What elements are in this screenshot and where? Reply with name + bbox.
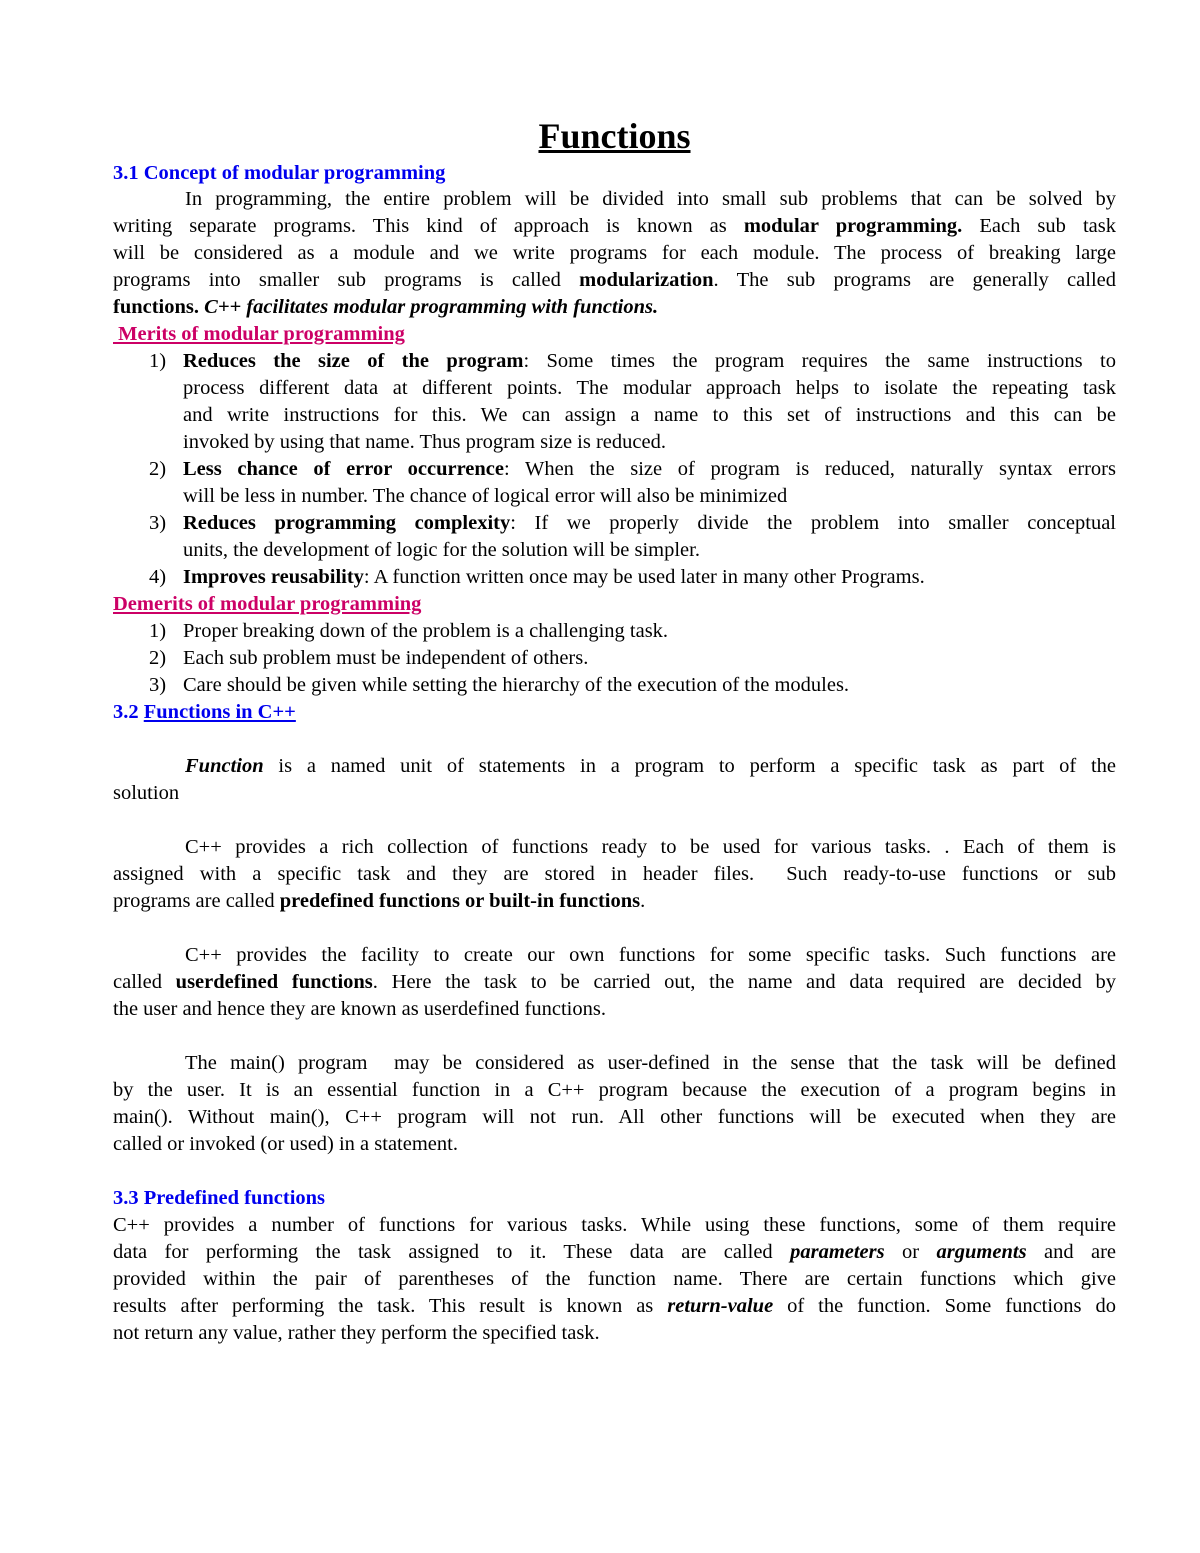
- merit-item-2-line-2: will be less in number. The chance of logical error will also be minimized: [183, 485, 788, 507]
- section-3-3-heading: 3.3 Predefined functions: [113, 1187, 326, 1209]
- demerit-item-2: 2) Each sub problem must be independent of others.: [149, 647, 589, 669]
- s32-p4-line-1: The main() program may be considered as user-defined in the sense that the task will be defined: [185, 1052, 1116, 1074]
- merit-item-2: 2) Less chance of error occurrence: When the size of program is reduced, naturally syntax errors: [149, 458, 1116, 480]
- merits-heading: Merits of modular programming: [113, 323, 405, 345]
- s32-p4-line-4: called or invoked (or used) in a statement.: [113, 1133, 458, 1155]
- s33-line-1: C++ provides a number of functions for various tasks. While using these functions, some of them require: [113, 1214, 1116, 1236]
- merits-heading-row: [113, 321, 1116, 348]
- merit-item-1-line-4: invoked by using that name. Thus program size is reduced.: [183, 431, 666, 453]
- s32-p2-line-2: assigned with a specific task and they are stored in header files. Such ready-to-use functions or sub: [113, 863, 1116, 885]
- s32-p3-line-1: C++ provides the facility to create our own functions for some specific tasks. Such functions are: [185, 944, 1116, 966]
- s32-p3-line-3: the user and hence they are known as userdefined functions.: [113, 998, 606, 1020]
- demerit-item-1: 1) Proper breaking down of the problem is a challenging task.: [149, 620, 669, 642]
- s33-line-4: results after performing the task. This result is known as return-value of the function. Some functions do: [113, 1295, 1116, 1317]
- demerits-heading-row: [113, 591, 1116, 618]
- demerit-item-3: 3) Care should be given while setting the hierarchy of the execution of the modules.: [149, 674, 850, 696]
- s33-line-5: not return any value, rather they perform the specified task.: [113, 1322, 600, 1344]
- page-title: Functions: [538, 116, 691, 156]
- s32-p1-line-1: Function is a named unit of statements in a program to perform a specific task as part of the: [185, 755, 1116, 777]
- s32-p2-line-1: C++ provides a rich collection of functions ready to be used for various tasks. . Each of them is: [185, 836, 1116, 858]
- s32-p4-line-2: by the user. It is an essential function in a C++ program because the execution of a program begins in: [113, 1079, 1116, 1101]
- merit-item-1: 1) Reduces the size of the program: Some times the program requires the same instructions to: [149, 350, 1116, 372]
- s32-p2-line-3: programs are called predefined functions or built-in functions.: [113, 890, 646, 912]
- demerits-heading: Demerits of modular programming: [113, 593, 422, 615]
- section-3-2-heading: 3.2 Functions in C++: [113, 701, 296, 723]
- s33-line-3: provided within the pair of parentheses of the function name. There are certain functions which give: [113, 1268, 1116, 1290]
- s31-line-5: functions. C++ facilitates modular programming with functions.: [113, 296, 659, 318]
- s32-p1-line-2: solution: [113, 782, 180, 804]
- s31-line-1: In programming, the entire problem will be divided into small sub problems that can be solved by: [185, 188, 1116, 210]
- merit-item-4: 4) Improves reusability: A function written once may be used later in many other Programs.: [149, 566, 925, 588]
- merit-item-1-line-3: and write instructions for this. We can assign a name to this set of instructions and this can be: [183, 404, 1116, 426]
- merit-item-3: 3) Reduces programming complexity: If we properly divide the problem into smaller conceptual: [149, 512, 1116, 534]
- s32-p4-line-3: main(). Without main(), C++ program will not run. All other functions will be executed when they are: [113, 1106, 1116, 1128]
- s31-line-4: programs into smaller sub programs is called modularization. The sub programs are generally called: [113, 269, 1116, 291]
- document-page: [113, 112, 1116, 1347]
- s32-p3-line-2: called userdefined functions. Here the task to be carried out, the name and data required are decided by: [113, 971, 1116, 993]
- s33-line-2: data for performing the task assigned to it. These data are called parameters or arguments and are: [113, 1241, 1117, 1263]
- s31-line-3: will be considered as a module and we write programs for each module. The process of breaking large: [113, 242, 1116, 264]
- s31-line-2: writing separate programs. This kind of approach is known as modular programming. Each sub task: [113, 215, 1116, 237]
- merit-item-3-line-2: units, the development of logic for the solution will be simpler.: [183, 539, 700, 561]
- merit-item-1-line-2: process different data at different points. The modular approach helps to isolate the repeating task: [183, 377, 1116, 399]
- section-3-1-heading: 3.1 Concept of modular programming: [113, 162, 446, 184]
